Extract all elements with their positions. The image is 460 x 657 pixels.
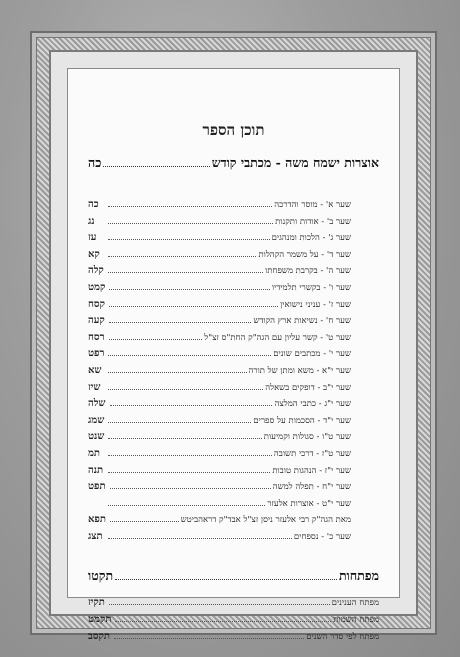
entry-label: שער ד' - על משמר הקהלות xyxy=(258,249,351,260)
entry-page-number: קא xyxy=(88,248,100,260)
entry-label: שער ב' - אודות ותקנות xyxy=(275,216,351,227)
toc-list xyxy=(88,199,379,547)
entry-label: שער ח' - נשיאות ארץ הקודש xyxy=(253,316,351,327)
toc-entry xyxy=(88,332,379,349)
entry-label: שער א' - מוסר והדרכה xyxy=(274,200,351,210)
entry-page-number: תנה xyxy=(88,464,104,476)
toc-entry xyxy=(88,232,379,249)
entry-page-number: שנט xyxy=(88,431,105,443)
entry-page-number: תפא xyxy=(88,514,106,526)
entry-label: מפתח הענינים xyxy=(331,598,379,608)
entry-label: שער י"ז - הנהגות טובות xyxy=(272,465,351,476)
entry-label: שער ט"ו - סגולות וקמיעות xyxy=(263,432,351,443)
entry-page-number: קמט xyxy=(88,281,106,293)
keys-section-title: מפתחות xyxy=(338,568,379,583)
entry-label: שער ט' - קשר עליון עם הגה"ק החת"ס זצ"ל xyxy=(204,332,351,343)
entry-page-number: כה xyxy=(88,199,99,210)
toc-entry xyxy=(88,216,379,233)
entry-label: מאת הגה"ק רבי אלעזר ניסן זצ"ל אבד"ק דראהביטש xyxy=(180,515,351,526)
toc-entry xyxy=(88,315,379,332)
entry-page-number: תפט xyxy=(88,481,106,493)
entry-page-number: שיז xyxy=(88,381,101,393)
entry-page-number: נג xyxy=(88,215,95,227)
entry-label: שער ז' - עניני נישואין xyxy=(280,299,351,310)
entry-label: שער י"ט - אוצרות אלעזר xyxy=(267,498,351,509)
keys-section-heading xyxy=(88,568,379,584)
entry-label: שער ט"ז - דרכי תשובה xyxy=(273,448,351,459)
keys-section-page: תקטו xyxy=(88,568,114,583)
entry-label: שער ה' - בקרבת משפחתו xyxy=(265,266,351,277)
entry-label: שער י"ג - כתבי המלצה xyxy=(274,399,351,410)
toc-entry xyxy=(88,531,379,548)
entry-page-number: תצג xyxy=(88,530,103,542)
toc-entry xyxy=(88,348,379,365)
main-section-heading xyxy=(88,155,379,171)
entry-page-number: תקמט xyxy=(88,614,112,625)
page-content xyxy=(67,68,400,642)
entry-page-number: קעה xyxy=(88,315,105,327)
entry-label: מפתח לפי סדר השנים xyxy=(306,632,379,642)
entry-label: שער י"ח - תפלה למשה xyxy=(272,482,351,493)
entry-label: שער י"ד - הסכמות על ספרים xyxy=(253,415,351,426)
toc-entry xyxy=(88,249,379,266)
toc-entry xyxy=(88,415,379,432)
toc-entry xyxy=(88,282,379,299)
toc-entry xyxy=(88,382,379,399)
entry-page-number: רפט xyxy=(88,348,105,360)
entry-page-number: שמג xyxy=(88,414,105,426)
decorative-border xyxy=(36,37,431,642)
page-frame xyxy=(30,31,437,642)
entry-page-number: תמ xyxy=(88,447,101,459)
entry-page-number: שא xyxy=(88,364,102,376)
entry-page-number: תקסב xyxy=(88,631,110,642)
entry-label: מפתח השמות xyxy=(333,615,379,625)
toc-entry xyxy=(88,465,379,482)
entry-page-number: תקיז xyxy=(88,597,105,608)
page-title: תוכן הספר xyxy=(202,121,265,139)
key-entry xyxy=(88,631,379,648)
toc-entry xyxy=(88,498,379,515)
entry-label: שער י"ב - דופקים בשאלה xyxy=(265,382,351,393)
toc-entry xyxy=(88,199,379,216)
keys-list xyxy=(88,597,379,648)
entry-page-number: קלה xyxy=(88,265,104,277)
entry-label: שער ג' - הלכות ומנהגים xyxy=(271,233,351,244)
main-section-title: אוצרות ישמח משה - מכתבי קודש xyxy=(211,155,379,170)
entry-page-number: קסח xyxy=(88,298,105,310)
entry-page-number: עז xyxy=(88,232,97,244)
toc-entry xyxy=(88,514,379,531)
entry-page-number: שלה xyxy=(88,398,106,410)
entry-label: שער י"א - משא ומתן של תורה xyxy=(248,365,351,376)
entry-label: שער ו' - בקשרי תלמידיו xyxy=(271,282,351,293)
key-entry xyxy=(88,597,379,614)
toc-entry xyxy=(88,431,379,448)
toc-entry xyxy=(88,398,379,415)
toc-entry xyxy=(88,265,379,282)
entry-label: שער כ' - נספחים xyxy=(293,531,351,542)
entry-page-number: רסח xyxy=(88,331,105,343)
entry-label: שער י' - מכתבים שונים xyxy=(273,349,351,360)
toc-entry xyxy=(88,365,379,382)
key-entry xyxy=(88,614,379,631)
toc-entry xyxy=(88,481,379,498)
main-section-page: כה xyxy=(88,155,102,170)
toc-entry xyxy=(88,448,379,465)
toc-entry xyxy=(88,299,379,316)
